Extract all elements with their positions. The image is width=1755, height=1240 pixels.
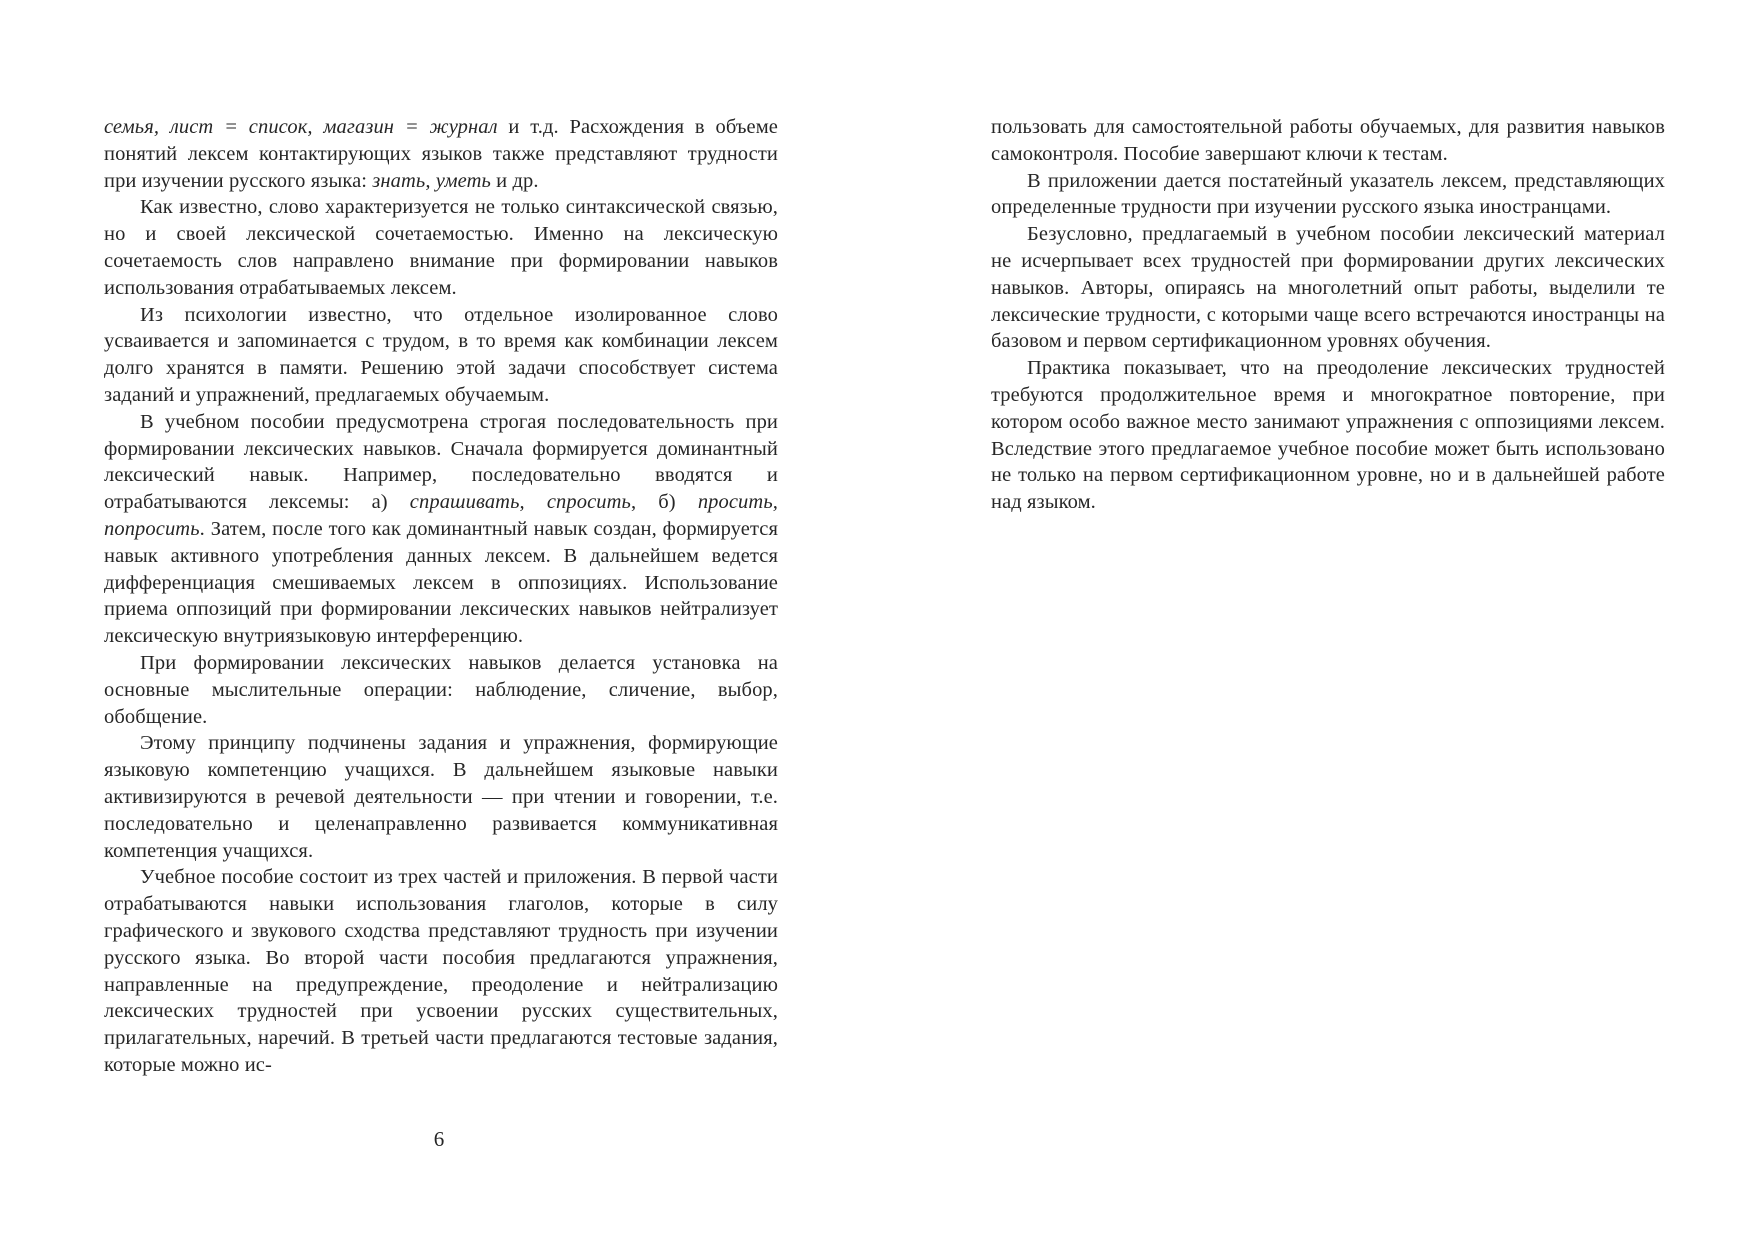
text-run: Этому принципу подчинены задания и упражнения, формирующие языковую компетенцию учащихся. В дальнейшем языковые навыки активизируются в речевой деятельности — при чтении и говорении, т.е. последовательно и целенаправленно развивается коммуникативная компетенция учащихся. bbox=[104, 732, 778, 862]
text-run: Как известно, слово характеризуется не только синтаксической связью, но и своей лексической сочетаемостью. Именно на лексическую сочетаемость слов направлено внимание при формировании навыков использования отрабатываемых лексем. bbox=[104, 196, 778, 299]
left-page-body bbox=[104, 114, 778, 1079]
text-run: В учебном пособии предусмотрена строгая последовательность при формировании лексических навыков. Сначала формируется доминантный лексический навык. Например, последовательно вводятся и отрабатываются лексемы: а) bbox=[104, 410, 778, 514]
text-run: знать, уметь bbox=[372, 169, 491, 192]
left-paragraph-1 bbox=[104, 114, 778, 194]
text-run: спрашивать, спросить bbox=[409, 491, 631, 514]
left-paragraph-4 bbox=[104, 409, 778, 650]
right-paragraph-3 bbox=[991, 221, 1665, 355]
left-paragraph-2 bbox=[104, 194, 778, 301]
text-run: пользовать для самостоятельной работы обучаемых, для развития навыков самоконтроля. Пособие завершают ключи к тестам. bbox=[991, 116, 1665, 165]
text-run: и др. bbox=[490, 169, 539, 192]
right-paragraph-1 bbox=[991, 114, 1665, 168]
right-paragraph-2 bbox=[991, 168, 1665, 222]
text-run: Безусловно, предлагаемый в учебном пособии лексический материал не исчерпывает всех трудностей при формировании других лексических навыков. Авторы, опираясь на многолетний опыт работы, выделили те лексические трудности, с которыми чаще всего встречаются иностранцы на базовом и первом сертификационном уровнях обучения. bbox=[991, 223, 1665, 353]
text-run: Из психологии известно, что отдельное изолированное слово усваивается и запоминается с трудом, в то время как комбинации лексем долго хранятся в памяти. Решению этой задачи способствует система заданий и упражнений, предлагаемых обучаемым. bbox=[104, 303, 778, 406]
page-number: 6 bbox=[433, 1127, 445, 1151]
text-run: , б) bbox=[630, 491, 698, 514]
text-run: просить, попросить bbox=[104, 491, 778, 540]
right-page-body bbox=[991, 114, 1665, 516]
left-paragraph-6 bbox=[104, 730, 778, 864]
text-run: В приложении дается постатейный указатель лексем, представляющих определенные трудности при изучении русского языка иностранцами. bbox=[991, 169, 1665, 219]
right-paragraph-4 bbox=[991, 355, 1665, 516]
text-run: семья, лист = список, магазин = журнал bbox=[104, 116, 498, 138]
text-run: . Затем, после того как доминантный навык создан, формируется навык активного употребления данных лексем. В дальнейшем ведется дифференциация смешиваемых лексем в оппозициях. Использование приема оппозиций при формировании лексических навыков нейтрализует лексическую внутриязыковую интерференцию. bbox=[104, 517, 778, 648]
left-paragraph-7 bbox=[104, 864, 778, 1078]
text-run: Учебное пособие состоит из трех частей и приложения. В первой части отрабатываются навыки использования глаголов, которые в силу графического и звукового сходства представляют трудность при изучении русского языка. Во второй части пособия предлагаются упражнения, направленные на предупреждение, преодоление и нейтрализацию лексических трудностей при усвоении русских существительных, прилагательных, наречий. В третьей части предлагаются тестовые задания, которые можно ис- bbox=[104, 866, 778, 1076]
text-run: и т.д. Расхождения в объеме понятий лексем контактирующих языков также представляют трудности при изучении русского языка: bbox=[104, 116, 779, 192]
text-run: При формировании лексических навыков делается установка на основные мыслительные операции: наблюдение, сличение, выбор, обобщение. bbox=[104, 651, 778, 728]
left-paragraph-3 bbox=[104, 302, 778, 409]
left-paragraph-5 bbox=[104, 650, 778, 730]
text-run: Практика показывает, что на преодоление лексических трудностей требуются продолжительное время и многократное повторение, при котором особо важное место занимают упражнения с оппозициями лексем. Вследствие этого предлагаемое учебное пособие может быть использовано не только на первом сертификационном уровне, но и в дальнейшей работе над языком. bbox=[991, 357, 1665, 514]
